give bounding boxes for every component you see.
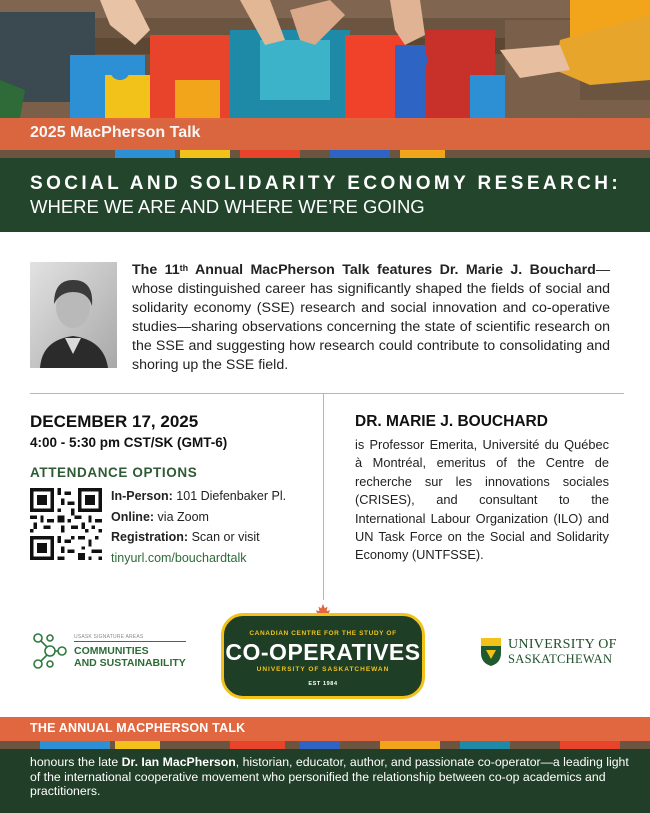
column-divider (323, 394, 324, 600)
event-label: 2025 MacPherson Talk (30, 124, 201, 141)
intro-lead-prefix: The 11 (132, 262, 180, 278)
registration-qr-code[interactable] (30, 488, 102, 560)
cs-line-2: AND SUSTAINABILITY (74, 657, 186, 669)
section-divider (30, 393, 624, 394)
footer (0, 717, 650, 813)
speaker-bio: is Professor Emerita, Université du Québec à Montréal, emeritus of the Centre de recherche sur les innovations sociales (CRISES), and consultant to the International Labour Organization (ILO) and UN Task Force on the Social and Solidarity Economy (UNTFSSE). (355, 437, 609, 563)
intro-lead-sup: th (179, 263, 189, 273)
registration-label: Registration: (111, 530, 189, 544)
communities-sustainability-logo (30, 630, 190, 672)
coop-top-text: CANADIAN CENTRE FOR THE STUDY OF (249, 630, 397, 637)
title-line-1: SOCIAL AND SOLIDARITY ECONOMY RESEARCH: (30, 173, 622, 194)
attendance-list (111, 486, 286, 568)
usask-shield-icon (480, 637, 502, 667)
footer-text-suffix: , historian, educator, author, and passionate co-operator—a leading light of the international cooperative movement who personified the relationship between co-op academics and practitioners. (30, 755, 629, 798)
speaker-name: DR. MARIE J. BOUCHARD (355, 413, 548, 430)
coop-sub-text: UNIVERSITY OF SASKATCHEWAN (256, 666, 390, 673)
footer-text-name: Dr. Ian MacPherson (121, 755, 236, 769)
footer-puzzle-strip (0, 741, 650, 749)
online-label: Online: (111, 509, 155, 524)
co-operatives-logo (218, 603, 428, 698)
title-band (0, 158, 650, 232)
event-label-band (0, 118, 650, 150)
intro-body: —whose distinguished career has significantly shaped the fields of social and solidarity economy (SSE) research and social innovation and co-operative studies—sharing observations concerning the state of scientific research on the SSE and suggesting how research could contribute to consolidating and shoring up the SSE field. (132, 262, 610, 374)
online-value: via Zoom (154, 509, 209, 524)
in-person-value: 101 Diefenbaker Pl. (172, 489, 287, 503)
event-date: DECEMBER 17, 2025 (30, 412, 199, 431)
speaker-photo (30, 262, 117, 368)
footer-text-prefix: honours the late (30, 755, 122, 769)
registration-value: Scan or visit (188, 530, 260, 544)
usask-line-1: UNIVERSITY OF (508, 637, 617, 652)
event-time: 4:00 - 5:30 pm CST/SK (GMT-6) (30, 435, 228, 450)
intro-lead (132, 262, 596, 278)
cs-line-1: COMMUNITIES (74, 645, 149, 657)
usask-line-2: SASKATCHEWAN (508, 652, 613, 666)
coop-main-text: CO-OPERATIVES (225, 639, 421, 665)
hero-banner (0, 0, 650, 232)
cs-rule (74, 641, 186, 642)
registration-link[interactable]: tinyurl.com/bouchardtalk (111, 550, 247, 565)
attendance-heading: ATTENDANCE OPTIONS (30, 465, 198, 480)
attendance-in-person (111, 486, 286, 507)
usask-logo (480, 635, 620, 671)
attendance-registration (111, 527, 286, 548)
network-icon (30, 631, 70, 671)
intro-paragraph (132, 261, 610, 376)
footer-label: THE ANNUAL MACPHERSON TALK (30, 721, 246, 735)
intro-lead-suffix: Annual MacPherson Talk features Dr. Marie J. Bouchard (188, 262, 596, 278)
attendance-online (111, 507, 286, 528)
title-line-2: WHERE WE ARE AND WHERE WE’RE GOING (30, 196, 425, 217)
in-person-label: In-Person: (111, 489, 173, 503)
footer-text (30, 755, 630, 799)
cs-small-text: USASK SIGNATURE AREAS (74, 634, 144, 640)
coop-est-text: EST 1984 (308, 681, 338, 687)
